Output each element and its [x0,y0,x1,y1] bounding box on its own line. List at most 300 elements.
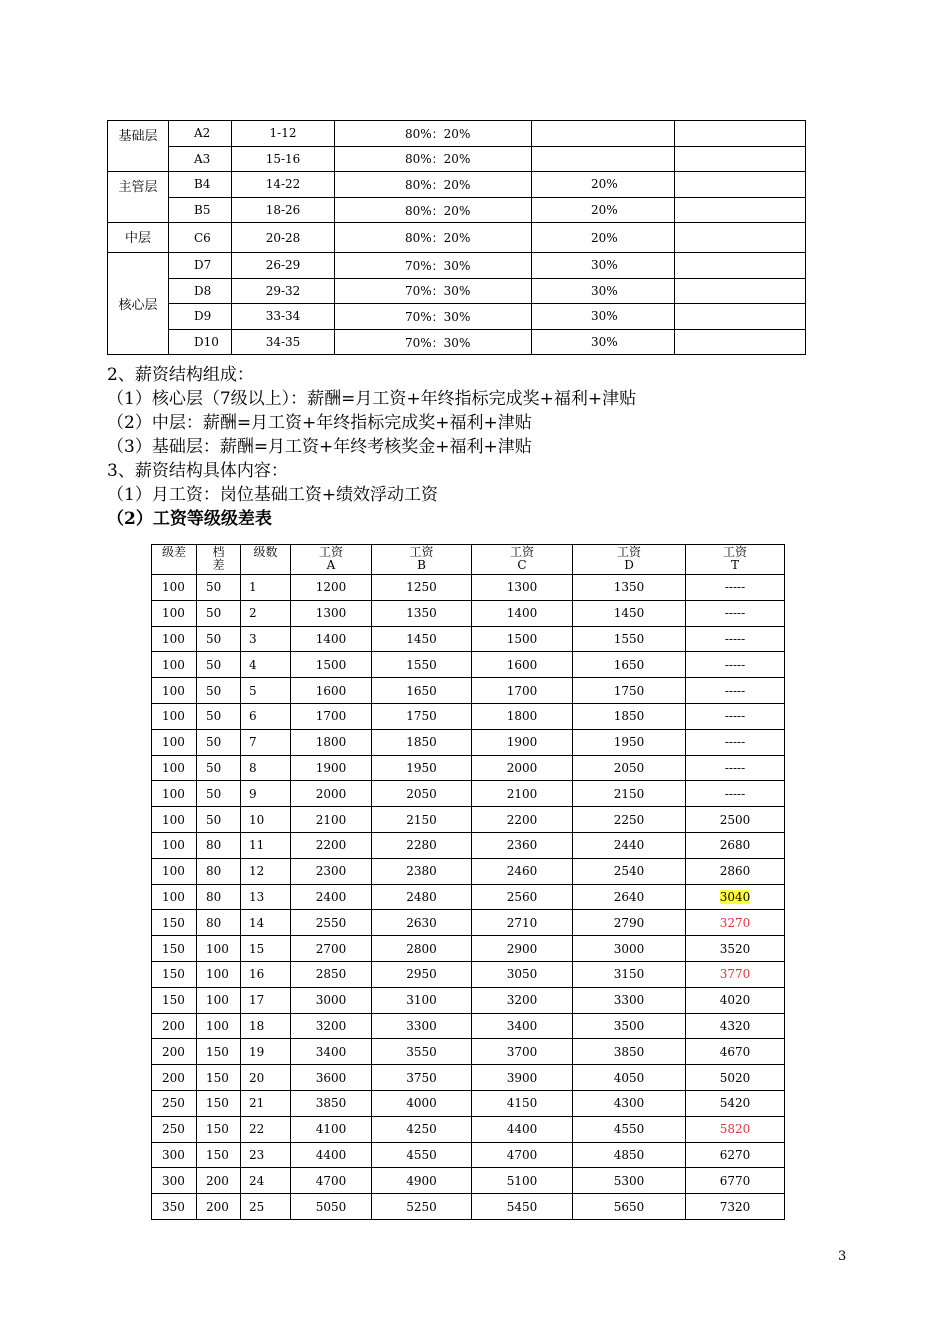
grade-cell: 9 [241,781,291,807]
grade-cell: ----- [686,678,785,704]
grade-cell: 3050 [472,961,573,987]
column-header [686,545,785,575]
grade-cell: ----- [686,781,785,807]
level-range: 15-16 [232,146,335,172]
grade-cell: 3700 [472,1039,573,1065]
grade-cell: 4020 [686,987,785,1013]
text-line: （1）核心层（7级以上）：薪酬=月工资+年终指标完成奖+福利+津贴 [107,389,637,409]
grade-cell: 3750 [372,1065,472,1091]
grade-row [152,678,785,704]
grade-cell: 2550 [291,910,372,936]
grade-cell: 200 [152,1039,197,1065]
grade-cell: 250 [152,1090,197,1116]
grade-header-row [152,545,785,575]
layer-row [108,197,806,223]
grade-cell: 100 [152,755,197,781]
grade-cell: 150 [152,961,197,987]
grade-cell: 2300 [291,858,372,884]
grade-row [152,987,785,1013]
pay-ratio: 80%：20% [335,146,532,172]
grade-cell: 7320 [686,1194,785,1220]
grade-cell: 4400 [472,1116,573,1142]
grade-cell: 1600 [291,678,372,704]
grade-cell: 2480 [372,884,472,910]
grade-code: A2 [169,121,232,147]
grade-row [152,600,785,626]
header-line-1: 级差 [161,545,186,559]
grade-code: D10 [169,329,232,355]
grade-cell: 50 [197,729,241,755]
grade-cell: 1900 [291,755,372,781]
level-range: 26-29 [232,252,335,278]
grade-cell: ----- [686,652,785,678]
bonus-percent [532,146,675,172]
grade-code: D9 [169,304,232,330]
grade-cell: 100 [152,678,197,704]
extra-cell [675,329,806,355]
grade-cell: 16 [241,961,291,987]
grade-cell: 50 [197,626,241,652]
grade-cell: 100 [152,884,197,910]
grade-cell: 2200 [291,832,372,858]
grade-cell [686,961,785,987]
bonus-percent: 30% [532,329,675,355]
grade-cell: 100 [152,703,197,729]
pay-ratio: 70%：30% [335,304,532,330]
grade-cell: 200 [197,1168,241,1194]
grade-row [152,781,785,807]
pay-ratio: 70%：30% [335,252,532,278]
grade-cell: 2100 [472,781,573,807]
grade-cell: 13 [241,884,291,910]
grade-cell: 1850 [573,703,686,729]
grade-code: C6 [169,223,232,253]
grade-cell: 17 [241,987,291,1013]
salary-t-value: 3770 [719,967,751,982]
grade-cell: 150 [197,1039,241,1065]
grade-cell: 150 [197,1090,241,1116]
grade-cell: 24 [241,1168,291,1194]
grade-code: A3 [169,146,232,172]
pay-ratio: 80%：20% [335,223,532,253]
header-line-1: 工资 [616,545,641,559]
grade-cell: 2680 [686,832,785,858]
grade-cell: 150 [197,1065,241,1091]
salary-grade-table [151,544,785,1220]
grade-cell: 7 [241,729,291,755]
grade-cell: 1450 [372,626,472,652]
grade-cell: 11 [241,832,291,858]
grade-cell: 2850 [291,961,372,987]
grade-cell: 2860 [686,858,785,884]
grade-cell: 3500 [573,1013,686,1039]
header-line-1: 级数 [253,545,278,559]
header-line-1: 工资 [318,545,343,559]
pay-ratio: 80%：20% [335,121,532,147]
grade-cell: 3 [241,626,291,652]
grade-cell: 8 [241,755,291,781]
grade-cell: 150 [152,910,197,936]
grade-cell: 50 [197,703,241,729]
grade-cell: 3150 [573,961,686,987]
grade-row [152,910,785,936]
grade-cell: 3400 [291,1039,372,1065]
level-range: 1-12 [232,121,335,147]
grade-cell: 2900 [472,936,573,962]
grade-cell: 80 [197,910,241,936]
grade-cell: 5420 [686,1090,785,1116]
column-header [372,545,472,575]
text-line: （3）基础层：薪酬=月工资+年终考核奖金+福利+津贴 [107,437,532,457]
grade-cell: 3900 [472,1065,573,1091]
grade-cell: ----- [686,575,785,601]
grade-cell: 5 [241,678,291,704]
grade-cell: 5450 [472,1194,573,1220]
bonus-percent: 30% [532,252,675,278]
grade-cell: 6270 [686,1142,785,1168]
column-header [152,545,197,575]
grade-row [152,858,785,884]
grade-cell: 20 [241,1065,291,1091]
grade-cell: 1750 [372,703,472,729]
grade-cell: 1800 [291,729,372,755]
grade-cell: 50 [197,807,241,833]
grade-cell: 3000 [291,987,372,1013]
grade-cell: 12 [241,858,291,884]
grade-cell: 1900 [472,729,573,755]
layer-row [108,121,806,147]
grade-cell: 1850 [372,729,472,755]
grade-cell: 1800 [472,703,573,729]
grade-cell: 1300 [291,600,372,626]
extra-cell [675,172,806,198]
text-line: 3、薪资结构具体内容： [107,461,288,481]
grade-cell: 2540 [573,858,686,884]
grade-cell: 6 [241,703,291,729]
grade-cell: 3200 [291,1013,372,1039]
grade-cell: 5020 [686,1065,785,1091]
header-line-2: B [417,558,426,572]
grade-code: D7 [169,252,232,278]
grade-cell: 5300 [573,1168,686,1194]
bonus-percent: 20% [532,197,675,223]
grade-cell: 100 [152,652,197,678]
level-range: 14-22 [232,172,335,198]
grade-row [152,729,785,755]
grade-cell: 4900 [372,1168,472,1194]
grade-cell: 18 [241,1013,291,1039]
grade-cell: 3000 [573,936,686,962]
grade-cell: 300 [152,1168,197,1194]
grade-cell: 2150 [372,807,472,833]
grade-cell: 1 [241,575,291,601]
grade-row [152,575,785,601]
grade-row [152,1039,785,1065]
grade-cell: 150 [152,987,197,1013]
extra-cell [675,304,806,330]
grade-cell: 1650 [372,678,472,704]
grade-cell: 4150 [472,1090,573,1116]
extra-cell [675,146,806,172]
grade-cell: 15 [241,936,291,962]
grade-code: D8 [169,278,232,304]
grade-cell: 150 [197,1116,241,1142]
grade-cell: 4100 [291,1116,372,1142]
grade-row [152,936,785,962]
grade-cell: 2500 [686,807,785,833]
grade-cell: 4 [241,652,291,678]
grade-cell: 80 [197,832,241,858]
grade-cell: 200 [197,1194,241,1220]
grade-cell: 19 [241,1039,291,1065]
grade-cell: 1550 [372,652,472,678]
layer-category: 基础层 [108,121,169,172]
grade-cell: 3850 [573,1039,686,1065]
grade-cell: 2200 [472,807,573,833]
grade-cell: ----- [686,755,785,781]
grade-cell [686,910,785,936]
grade-cell: 22 [241,1116,291,1142]
text-line: （1）月工资：岗位基础工资+绩效浮动工资 [107,485,439,505]
grade-cell: 14 [241,910,291,936]
grade-cell: 1550 [573,626,686,652]
grade-cell: 3520 [686,936,785,962]
bonus-percent: 30% [532,304,675,330]
grade-cell: 2560 [472,884,573,910]
grade-row [152,1090,785,1116]
header-line-2: 差 [212,558,225,572]
grade-row [152,1168,785,1194]
grade-cell: 10 [241,807,291,833]
level-range: 33-34 [232,304,335,330]
grade-cell: 1750 [573,678,686,704]
grade-cell: 2400 [291,884,372,910]
grade-cell: 6770 [686,1168,785,1194]
grade-cell: 2800 [372,936,472,962]
grade-cell: 2050 [573,755,686,781]
column-header [573,545,686,575]
grade-cell: 1700 [472,678,573,704]
grade-cell: 1450 [573,600,686,626]
text-line: 2、薪资结构组成： [107,365,254,385]
header-line-2: T [730,558,739,572]
grade-cell: 1700 [291,703,372,729]
grade-cell [686,884,785,910]
bonus-percent [532,121,675,147]
grade-cell: 2640 [573,884,686,910]
grade-cell: 100 [152,781,197,807]
grade-cell: 2150 [573,781,686,807]
grade-cell: 4050 [573,1065,686,1091]
grade-row [152,626,785,652]
grade-cell: 4550 [372,1142,472,1168]
grade-cell: 4300 [573,1090,686,1116]
header-line-1: 工资 [722,545,747,559]
salary-t-value: 3270 [719,915,751,930]
grade-cell: 50 [197,575,241,601]
grade-cell: 3550 [372,1039,472,1065]
layer-row [108,329,806,355]
extra-cell [675,252,806,278]
bonus-percent: 30% [532,278,675,304]
grade-cell: 2100 [291,807,372,833]
grade-cell: 2 [241,600,291,626]
grade-cell: 150 [197,1142,241,1168]
grade-cell: 1950 [372,755,472,781]
grade-cell: 2050 [372,781,472,807]
grade-cell: 100 [152,832,197,858]
grade-cell: 1350 [372,600,472,626]
grade-cell: 50 [197,755,241,781]
grade-cell: 2700 [291,936,372,962]
grade-row [152,703,785,729]
grade-cell: 1500 [472,626,573,652]
grade-cell: 50 [197,678,241,704]
layer-ratio-table [107,120,806,355]
grade-cell: 1200 [291,575,372,601]
page-number: 3 [838,1249,847,1264]
pay-ratio: 80%：20% [335,197,532,223]
grade-cell: 2710 [472,910,573,936]
grade-cell: 4550 [573,1116,686,1142]
grade-cell: 1400 [472,600,573,626]
grade-cell: 4250 [372,1116,472,1142]
grade-cell: 2630 [372,910,472,936]
grade-row [152,884,785,910]
grade-cell: 100 [197,1013,241,1039]
layer-row [108,252,806,278]
layer-category: 核心层 [108,252,169,354]
level-range: 20-28 [232,223,335,253]
grade-cell: 1600 [472,652,573,678]
grade-cell: 5250 [372,1194,472,1220]
grade-cell: ----- [686,703,785,729]
text-line: （2）中层：薪酬=月工资+年终指标完成奖+福利+津贴 [107,413,532,433]
grade-cell: 3100 [372,987,472,1013]
grade-cell: 5050 [291,1194,372,1220]
column-header [197,545,241,575]
grade-code: B5 [169,197,232,223]
grade-row [152,832,785,858]
grade-cell: 1400 [291,626,372,652]
grade-cell: 5100 [472,1168,573,1194]
grade-cell: 100 [152,807,197,833]
grade-cell: 100 [152,600,197,626]
grade-cell: 200 [152,1013,197,1039]
grade-cell: 50 [197,652,241,678]
grade-cell [686,1116,785,1142]
header-line-2: A [326,558,336,572]
header-line-1: 工资 [509,545,534,559]
salary-t-value: 5820 [719,1122,751,1137]
grade-cell: 3200 [472,987,573,1013]
grade-cell: 4320 [686,1013,785,1039]
column-header [241,545,291,575]
extra-cell [675,121,806,147]
grade-cell: 23 [241,1142,291,1168]
grade-cell: 4700 [291,1168,372,1194]
grade-cell: 2360 [472,832,573,858]
grade-cell: 1250 [372,575,472,601]
grade-cell: 350 [152,1194,197,1220]
grade-cell: 100 [197,987,241,1013]
salary-structure-text [107,363,636,531]
grade-cell: 4000 [372,1090,472,1116]
bonus-percent: 20% [532,223,675,253]
grade-cell: 5650 [573,1194,686,1220]
salary-t-value: 3040 [719,889,751,904]
grade-cell: 2380 [372,858,472,884]
header-line-2: C [517,558,527,572]
grade-cell: 4400 [291,1142,372,1168]
grade-cell: 80 [197,858,241,884]
layer-row [108,223,806,253]
layer-row [108,304,806,330]
grade-cell: 2790 [573,910,686,936]
grade-cell: 100 [197,961,241,987]
header-line-2: D [624,558,634,572]
grade-cell: 80 [197,884,241,910]
grade-row [152,1194,785,1220]
column-header [472,545,573,575]
grade-cell: 100 [152,858,197,884]
grade-cell: 21 [241,1090,291,1116]
level-range: 29-32 [232,278,335,304]
grade-cell: 3850 [291,1090,372,1116]
grade-cell: 3400 [472,1013,573,1039]
grade-row [152,1065,785,1091]
grade-cell: 50 [197,781,241,807]
grade-cell: 2440 [573,832,686,858]
layer-row [108,172,806,198]
grade-cell: 2000 [472,755,573,781]
grade-cell: ----- [686,600,785,626]
extra-cell [675,197,806,223]
grade-cell: 250 [152,1116,197,1142]
grade-cell: 50 [197,600,241,626]
grade-cell: 4670 [686,1039,785,1065]
grade-cell: 1950 [573,729,686,755]
grade-cell: 3300 [372,1013,472,1039]
grade-cell: ----- [686,626,785,652]
grade-code: B4 [169,172,232,198]
pay-ratio: 70%：30% [335,329,532,355]
section-heading: （2）工资等级级差表 [107,509,272,529]
grade-row [152,807,785,833]
grade-cell: 200 [152,1065,197,1091]
grade-cell: 1500 [291,652,372,678]
grade-cell: 4700 [472,1142,573,1168]
grade-cell: 300 [152,1142,197,1168]
pay-ratio: 80%：20% [335,172,532,198]
layer-category: 主管层 [108,172,169,223]
extra-cell [675,278,806,304]
grade-cell: 3600 [291,1065,372,1091]
header-line-1: 工资 [409,545,434,559]
bonus-percent: 20% [532,172,675,198]
grade-cell: 3300 [573,987,686,1013]
grade-cell: 2250 [573,807,686,833]
grade-cell: 2280 [372,832,472,858]
grade-cell: 25 [241,1194,291,1220]
grade-cell: 1300 [472,575,573,601]
extra-cell [675,223,806,253]
grade-cell: 100 [197,936,241,962]
grade-cell: 4850 [573,1142,686,1168]
grade-row [152,961,785,987]
column-header [291,545,372,575]
level-range: 34-35 [232,329,335,355]
